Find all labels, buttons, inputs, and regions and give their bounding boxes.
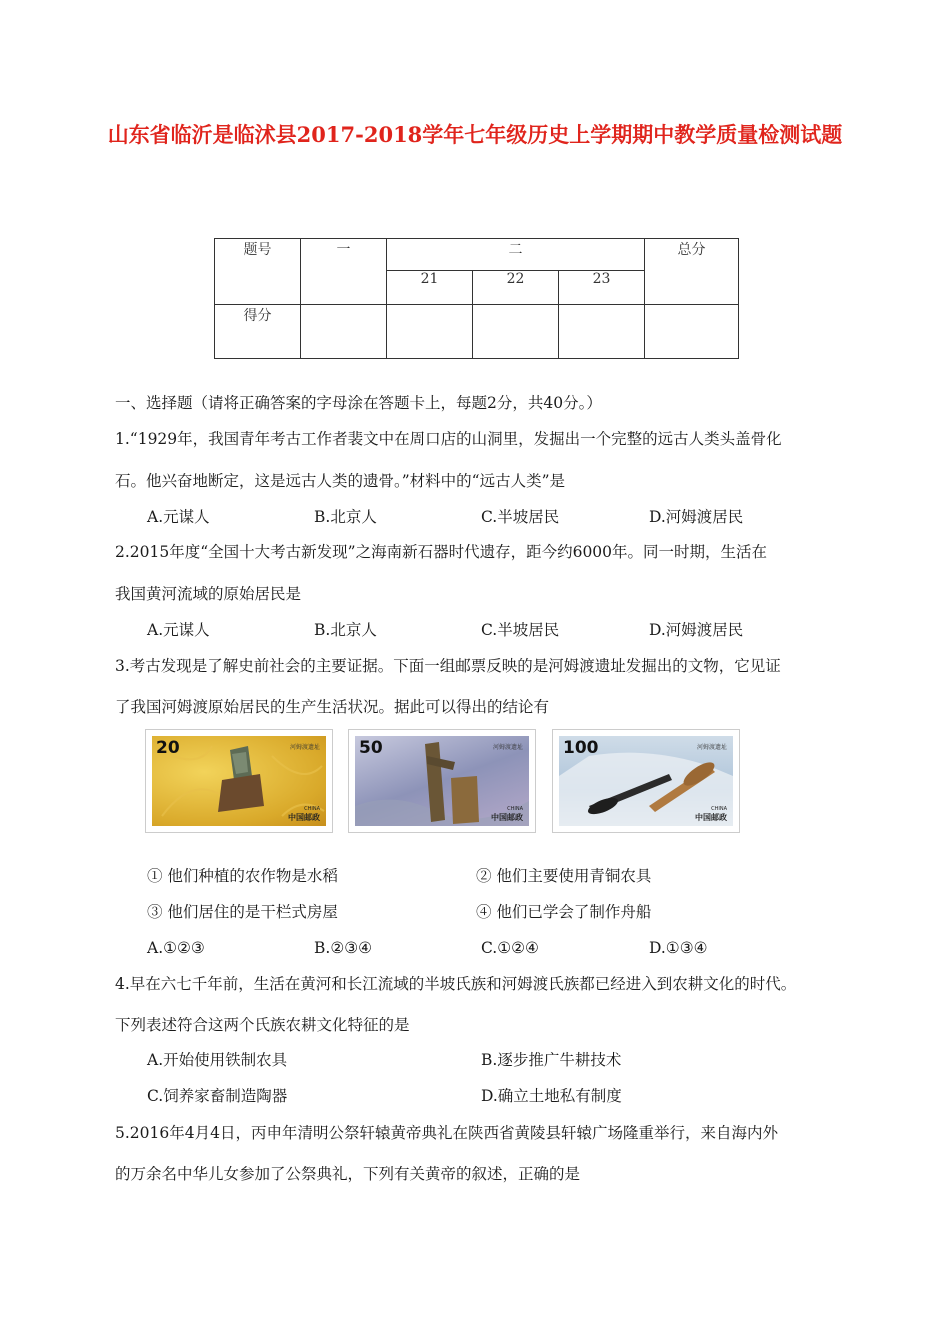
score-table (214, 238, 739, 359)
q3-statement-2: ② 他们主要使用青铜农具 (476, 867, 652, 885)
q4-stem-line2: 下列表述符合这两个氏族农耕文化特征的是 (115, 1016, 410, 1034)
q4-option-c: C.饲养家畜制造陶器 (147, 1087, 288, 1105)
score-header-23: 23 (559, 271, 645, 305)
q1-option-a: A.元谋人 (147, 508, 210, 526)
score-header-22: 22 (473, 271, 559, 305)
q4-option-a: A.开始使用铁制农具 (147, 1051, 288, 1069)
stamp-rice-image (146, 730, 332, 832)
stamp2-caption: 河姆渡遗址 (492, 744, 523, 751)
score-cell-22 (473, 305, 559, 359)
q1-stem-line2: 石。他兴奋地断定，这是远古人类的遗骨。”材料中的“远古人类”是 (115, 472, 566, 490)
q3-option-c: C.①②④ (481, 939, 539, 957)
stamp1-post: 中国邮政 (288, 813, 320, 822)
stamp1-value: 20 (156, 738, 180, 758)
q4-stem-line1: 4.早在六七千年前，生活在黄河和长江流域的半坡氏族和河姆渡氏族都已经进入到农耕文化的时代。 (115, 975, 797, 993)
stamp3-caption: 河姆渡遗址 (696, 744, 727, 751)
page-title: 山东省临沂是临沭县2017-2018学年七年级历史上学期期中教学质量检测试题 (107, 122, 843, 147)
q3-option-a: A.①②③ (147, 939, 205, 957)
q5-stem-line1: 5.2016年4月4日，丙申年清明公祭轩辕黄帝典礼在陕西省黄陵县轩辕广场隆重举行，来自海内外 (115, 1124, 778, 1142)
q2-stem-line2: 我国黄河流域的原始居民是 (115, 585, 302, 603)
q3-stem-line2: 了我国河姆渡原始居民的生产生活状况。据此可以得出的结论有 (115, 698, 550, 716)
q3-statement-4: ④ 他们已学会了制作舟船 (476, 903, 652, 921)
stamp3-value: 100 (563, 738, 599, 758)
q2-option-c: C.半坡居民 (481, 621, 560, 639)
stamp2-value: 50 (359, 738, 383, 758)
score-header-one: 一 (301, 239, 387, 305)
score-header-tihao: 题号 (215, 239, 301, 305)
score-header-two: 二 (387, 239, 645, 271)
q1-option-d: D.河姆渡居民 (649, 508, 744, 526)
score-header-total: 总分 (645, 239, 739, 305)
q3-option-d: D.①③④ (649, 939, 708, 957)
stamp2-country: CHINA (507, 806, 523, 812)
q4-option-b: B.逐步推广牛耕技术 (481, 1051, 622, 1069)
q5-stem-line2: 的万余名中华儿女参加了公祭典礼，下列有关黄帝的叙述，正确的是 (115, 1165, 581, 1183)
score-header-21: 21 (387, 271, 473, 305)
q2-option-a: A.元谋人 (147, 621, 210, 639)
score-header-defen: 得分 (215, 305, 301, 359)
q3-option-b: B.②③④ (314, 939, 373, 957)
section-heading: 一、选择题（请将正确答案的字母涂在答题卡上，每题2分，共40分。） (115, 394, 602, 412)
q2-stem-line1: 2.2015年度“全国十大考古新发现”之海南新石器时代遗存，距今约6000年。同一时期，生活在 (115, 543, 768, 561)
stamp2-post: 中国邮政 (491, 813, 523, 822)
stamp-timber-image (349, 730, 535, 832)
q3-statement-1: ① 他们种植的农作物是水稻 (147, 867, 338, 885)
q2-option-b: B.北京人 (314, 621, 377, 639)
score-cell-21 (387, 305, 473, 359)
q4-option-d: D.确立土地私有制度 (481, 1087, 622, 1105)
q2-option-d: D.河姆渡居民 (649, 621, 744, 639)
stamp3-country: CHINA (711, 806, 727, 812)
q1-option-b: B.北京人 (314, 508, 377, 526)
score-cell-one (301, 305, 387, 359)
stamp1-caption: 河姆渡遗址 (289, 744, 320, 751)
score-cell-total (645, 305, 739, 359)
score-cell-23 (559, 305, 645, 359)
q3-stem-line1: 3.考古发现是了解史前社会的主要证据。下面一组邮票反映的是河姆渡遗址发掘出的文物，它见证 (115, 657, 781, 675)
q3-statement-3: ③ 他们居住的是干栏式房屋 (147, 903, 338, 921)
stamp-paddle-image (553, 730, 739, 832)
stamp1-country: CHINA (304, 806, 320, 812)
q1-stem-line1: 1.“1929年，我国青年考古工作者裴文中在周口店的山洞里，发掘出一个完整的远古人类头盖骨化 (115, 430, 782, 448)
q1-option-c: C.半坡居民 (481, 508, 560, 526)
stamp3-post: 中国邮政 (695, 813, 727, 822)
